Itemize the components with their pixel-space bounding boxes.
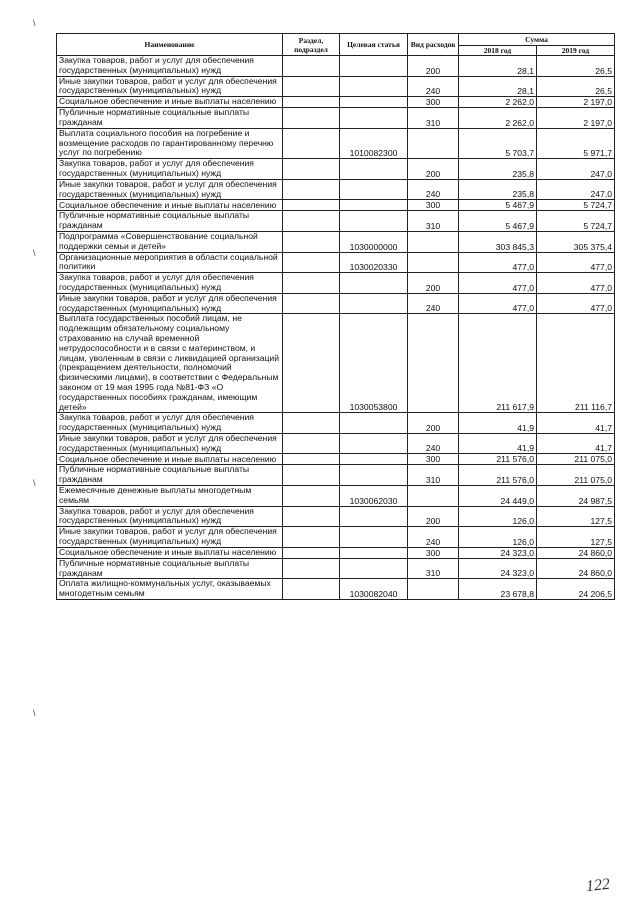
row-target [340, 200, 408, 211]
row-type [408, 314, 459, 413]
table-header [57, 34, 615, 56]
row-section [283, 231, 340, 252]
row-name: Иные закупки товаров, работ и услуг для обеспечения государственных (муниципальных) нужд [57, 433, 283, 454]
table-row [57, 314, 615, 413]
row-section [283, 293, 340, 314]
table-row [57, 179, 615, 200]
row-target [340, 56, 408, 77]
header-sum: Сумма [459, 34, 615, 46]
row-2019: 247,0 [537, 159, 615, 180]
row-target [340, 527, 408, 548]
row-2018: 211 576,0 [459, 454, 537, 465]
table-row [57, 97, 615, 108]
header-2018: 2018 год [459, 46, 537, 56]
table-row [57, 486, 615, 507]
table-row [57, 273, 615, 294]
row-target [340, 97, 408, 108]
table-body [57, 56, 615, 600]
row-target [340, 179, 408, 200]
row-2019: 24 206,5 [537, 579, 615, 600]
row-2019: 24 860,0 [537, 547, 615, 558]
row-2019: 26,5 [537, 76, 615, 97]
row-type [408, 231, 459, 252]
row-2018: 5 467,9 [459, 200, 537, 211]
row-2018: 24 323,0 [459, 547, 537, 558]
table-row [57, 433, 615, 454]
budget-table [56, 33, 615, 600]
row-type: 300 [408, 97, 459, 108]
row-type: 300 [408, 200, 459, 211]
row-section [283, 314, 340, 413]
row-section [283, 465, 340, 486]
page-number: 122 [585, 875, 611, 896]
row-type: 240 [408, 179, 459, 200]
row-2018: 477,0 [459, 273, 537, 294]
row-type: 310 [408, 211, 459, 232]
row-2018: 24 323,0 [459, 558, 537, 579]
row-target: 1030000000 [340, 231, 408, 252]
row-target: 1030020330 [340, 252, 408, 273]
row-section [283, 56, 340, 77]
header-2019: 2019 год [537, 46, 615, 56]
row-type: 310 [408, 108, 459, 129]
row-2019: 41,7 [537, 433, 615, 454]
table-row [57, 527, 615, 548]
row-2019: 477,0 [537, 293, 615, 314]
row-section [283, 579, 340, 600]
row-target [340, 273, 408, 294]
row-type [408, 128, 459, 158]
row-2018: 211 576,0 [459, 465, 537, 486]
row-type: 300 [408, 454, 459, 465]
row-type: 200 [408, 56, 459, 77]
header-section: Раздел, подраздел [283, 34, 340, 56]
row-name: Иные закупки товаров, работ и услуг для обеспечения государственных (муниципальных) нужд [57, 527, 283, 548]
header-name: Наименование [57, 34, 283, 56]
header-target: Целевая статья [340, 34, 408, 56]
row-2019: 477,0 [537, 252, 615, 273]
table-row [57, 76, 615, 97]
table-row [57, 579, 615, 600]
row-section [283, 273, 340, 294]
row-name: Иные закупки товаров, работ и услуг для обеспечения государственных (муниципальных) нужд [57, 293, 283, 314]
row-type: 200 [408, 159, 459, 180]
row-type: 200 [408, 273, 459, 294]
row-2018: 303 845,3 [459, 231, 537, 252]
row-2019: 211 116,7 [537, 314, 615, 413]
scan-mark: \ [33, 18, 36, 28]
table-row [57, 454, 615, 465]
row-2018: 2 262,0 [459, 97, 537, 108]
row-target: 1030082040 [340, 579, 408, 600]
row-name: Организационные мероприятия в области социальной политики [57, 252, 283, 273]
row-target [340, 433, 408, 454]
row-name: Публичные нормативные социальные выплаты гражданам [57, 211, 283, 232]
row-section [283, 547, 340, 558]
row-name: Закупка товаров, работ и услуг для обеспечения государственных (муниципальных) нужд [57, 506, 283, 527]
row-2018: 477,0 [459, 293, 537, 314]
row-target [340, 454, 408, 465]
row-2019: 5 971,7 [537, 128, 615, 158]
row-name: Социальное обеспечение и иные выплаты населению [57, 97, 283, 108]
row-2019: 5 724,7 [537, 211, 615, 232]
row-name: Выплата социального пособия на погребение и возмещение расходов по гарантированному перечню услуг по погребению [57, 128, 283, 158]
table-row [57, 547, 615, 558]
row-2018: 23 678,8 [459, 579, 537, 600]
table-row [57, 465, 615, 486]
row-name: Закупка товаров, работ и услуг для обеспечения государственных (муниципальных) нужд [57, 159, 283, 180]
row-name: Публичные нормативные социальные выплаты гражданам [57, 108, 283, 129]
row-section [283, 179, 340, 200]
row-target [340, 211, 408, 232]
row-name: Закупка товаров, работ и услуг для обеспечения государственных (муниципальных) нужд [57, 273, 283, 294]
row-2018: 5 703,7 [459, 128, 537, 158]
row-section [283, 558, 340, 579]
row-section [283, 97, 340, 108]
row-name: Иные закупки товаров, работ и услуг для обеспечения государственных (муниципальных) нужд [57, 179, 283, 200]
row-section [283, 159, 340, 180]
row-type: 240 [408, 293, 459, 314]
row-2019: 127,5 [537, 506, 615, 527]
row-2019: 26,5 [537, 56, 615, 77]
row-name: Социальное обеспечение и иные выплаты населению [57, 200, 283, 211]
row-type: 200 [408, 506, 459, 527]
row-section [283, 413, 340, 434]
row-target [340, 159, 408, 180]
row-name: Оплата жилищно-коммунальных услуг, оказываемых многодетным семьям [57, 579, 283, 600]
scan-mark: \ [33, 248, 36, 258]
row-target [340, 293, 408, 314]
row-target: 1030062030 [340, 486, 408, 507]
row-2018: 211 617,9 [459, 314, 537, 413]
row-2018: 2 262,0 [459, 108, 537, 129]
row-target: 1030053800 [340, 314, 408, 413]
table-row [57, 506, 615, 527]
row-2018: 126,0 [459, 506, 537, 527]
row-section [283, 128, 340, 158]
row-2019: 477,0 [537, 273, 615, 294]
table-row [57, 200, 615, 211]
row-2019: 247,0 [537, 179, 615, 200]
row-2019: 127,5 [537, 527, 615, 548]
row-2018: 235,8 [459, 159, 537, 180]
row-type: 240 [408, 433, 459, 454]
row-name: Социальное обеспечение и иные выплаты населению [57, 547, 283, 558]
row-name: Ежемесячные денежные выплаты многодетным семьям [57, 486, 283, 507]
row-2019: 211 075,0 [537, 465, 615, 486]
row-target [340, 547, 408, 558]
row-2018: 28,1 [459, 56, 537, 77]
row-2019: 211 075,0 [537, 454, 615, 465]
row-2018: 5 467,9 [459, 211, 537, 232]
row-2019: 2 197,0 [537, 108, 615, 129]
row-type: 310 [408, 465, 459, 486]
row-2019: 2 197,0 [537, 97, 615, 108]
row-name: Социальное обеспечение и иные выплаты населению [57, 454, 283, 465]
row-section [283, 454, 340, 465]
row-2018: 28,1 [459, 76, 537, 97]
table-row [57, 252, 615, 273]
row-type: 240 [408, 76, 459, 97]
row-target: 1010082300 [340, 128, 408, 158]
row-name: Выплата государственных пособий лицам, не подлежащим обязательному социальному страхованию на случай временной нетрудоспособности и в связи с материнством, и лицам, уволенным в связи с ликвидацией организаций (прекращением деятельности, полномочий физическими лицами), в соответствии с Федеральным законом от 19 мая 1995 года №81-ФЗ «О государственных пособиях гражданам, имеющим детей» [57, 314, 283, 413]
row-target [340, 413, 408, 434]
row-type: 200 [408, 413, 459, 434]
row-2018: 41,9 [459, 433, 537, 454]
row-2018: 41,9 [459, 413, 537, 434]
row-type: 300 [408, 547, 459, 558]
table-row [57, 128, 615, 158]
row-name: Публичные нормативные социальные выплаты гражданам [57, 465, 283, 486]
row-target [340, 465, 408, 486]
table-row [57, 231, 615, 252]
row-2019: 5 724,7 [537, 200, 615, 211]
table-row [57, 413, 615, 434]
row-section [283, 433, 340, 454]
row-section [283, 252, 340, 273]
row-name: Закупка товаров, работ и услуг для обеспечения государственных (муниципальных) нужд [57, 413, 283, 434]
table-row [57, 56, 615, 77]
row-target [340, 76, 408, 97]
table-row [57, 108, 615, 129]
row-2019: 24 987,5 [537, 486, 615, 507]
row-type [408, 486, 459, 507]
row-2018: 126,0 [459, 527, 537, 548]
scan-mark: \ [33, 478, 36, 488]
row-section [283, 200, 340, 211]
row-2018: 24 449,0 [459, 486, 537, 507]
row-2018: 477,0 [459, 252, 537, 273]
row-type [408, 579, 459, 600]
row-name: Публичные нормативные социальные выплаты гражданам [57, 558, 283, 579]
table-row [57, 159, 615, 180]
table-row [57, 558, 615, 579]
row-2019: 305 375,4 [537, 231, 615, 252]
row-section [283, 211, 340, 232]
row-type [408, 252, 459, 273]
row-target [340, 108, 408, 129]
row-section [283, 76, 340, 97]
row-2019: 41,7 [537, 413, 615, 434]
row-name: Подпрограмма «Совершенствование социальной поддержки семьи и детей» [57, 231, 283, 252]
row-2018: 235,8 [459, 179, 537, 200]
row-target [340, 506, 408, 527]
header-type: Вид расходов [408, 34, 459, 56]
row-section [283, 486, 340, 507]
row-target [340, 558, 408, 579]
table-row [57, 211, 615, 232]
table-row [57, 293, 615, 314]
row-2019: 24 860,0 [537, 558, 615, 579]
row-section [283, 506, 340, 527]
row-name: Закупка товаров, работ и услуг для обеспечения государственных (муниципальных) нужд [57, 56, 283, 77]
row-type: 310 [408, 558, 459, 579]
row-type: 240 [408, 527, 459, 548]
scan-mark: \ [33, 708, 36, 718]
row-section [283, 527, 340, 548]
row-name: Иные закупки товаров, работ и услуг для обеспечения государственных (муниципальных) нужд [57, 76, 283, 97]
row-section [283, 108, 340, 129]
